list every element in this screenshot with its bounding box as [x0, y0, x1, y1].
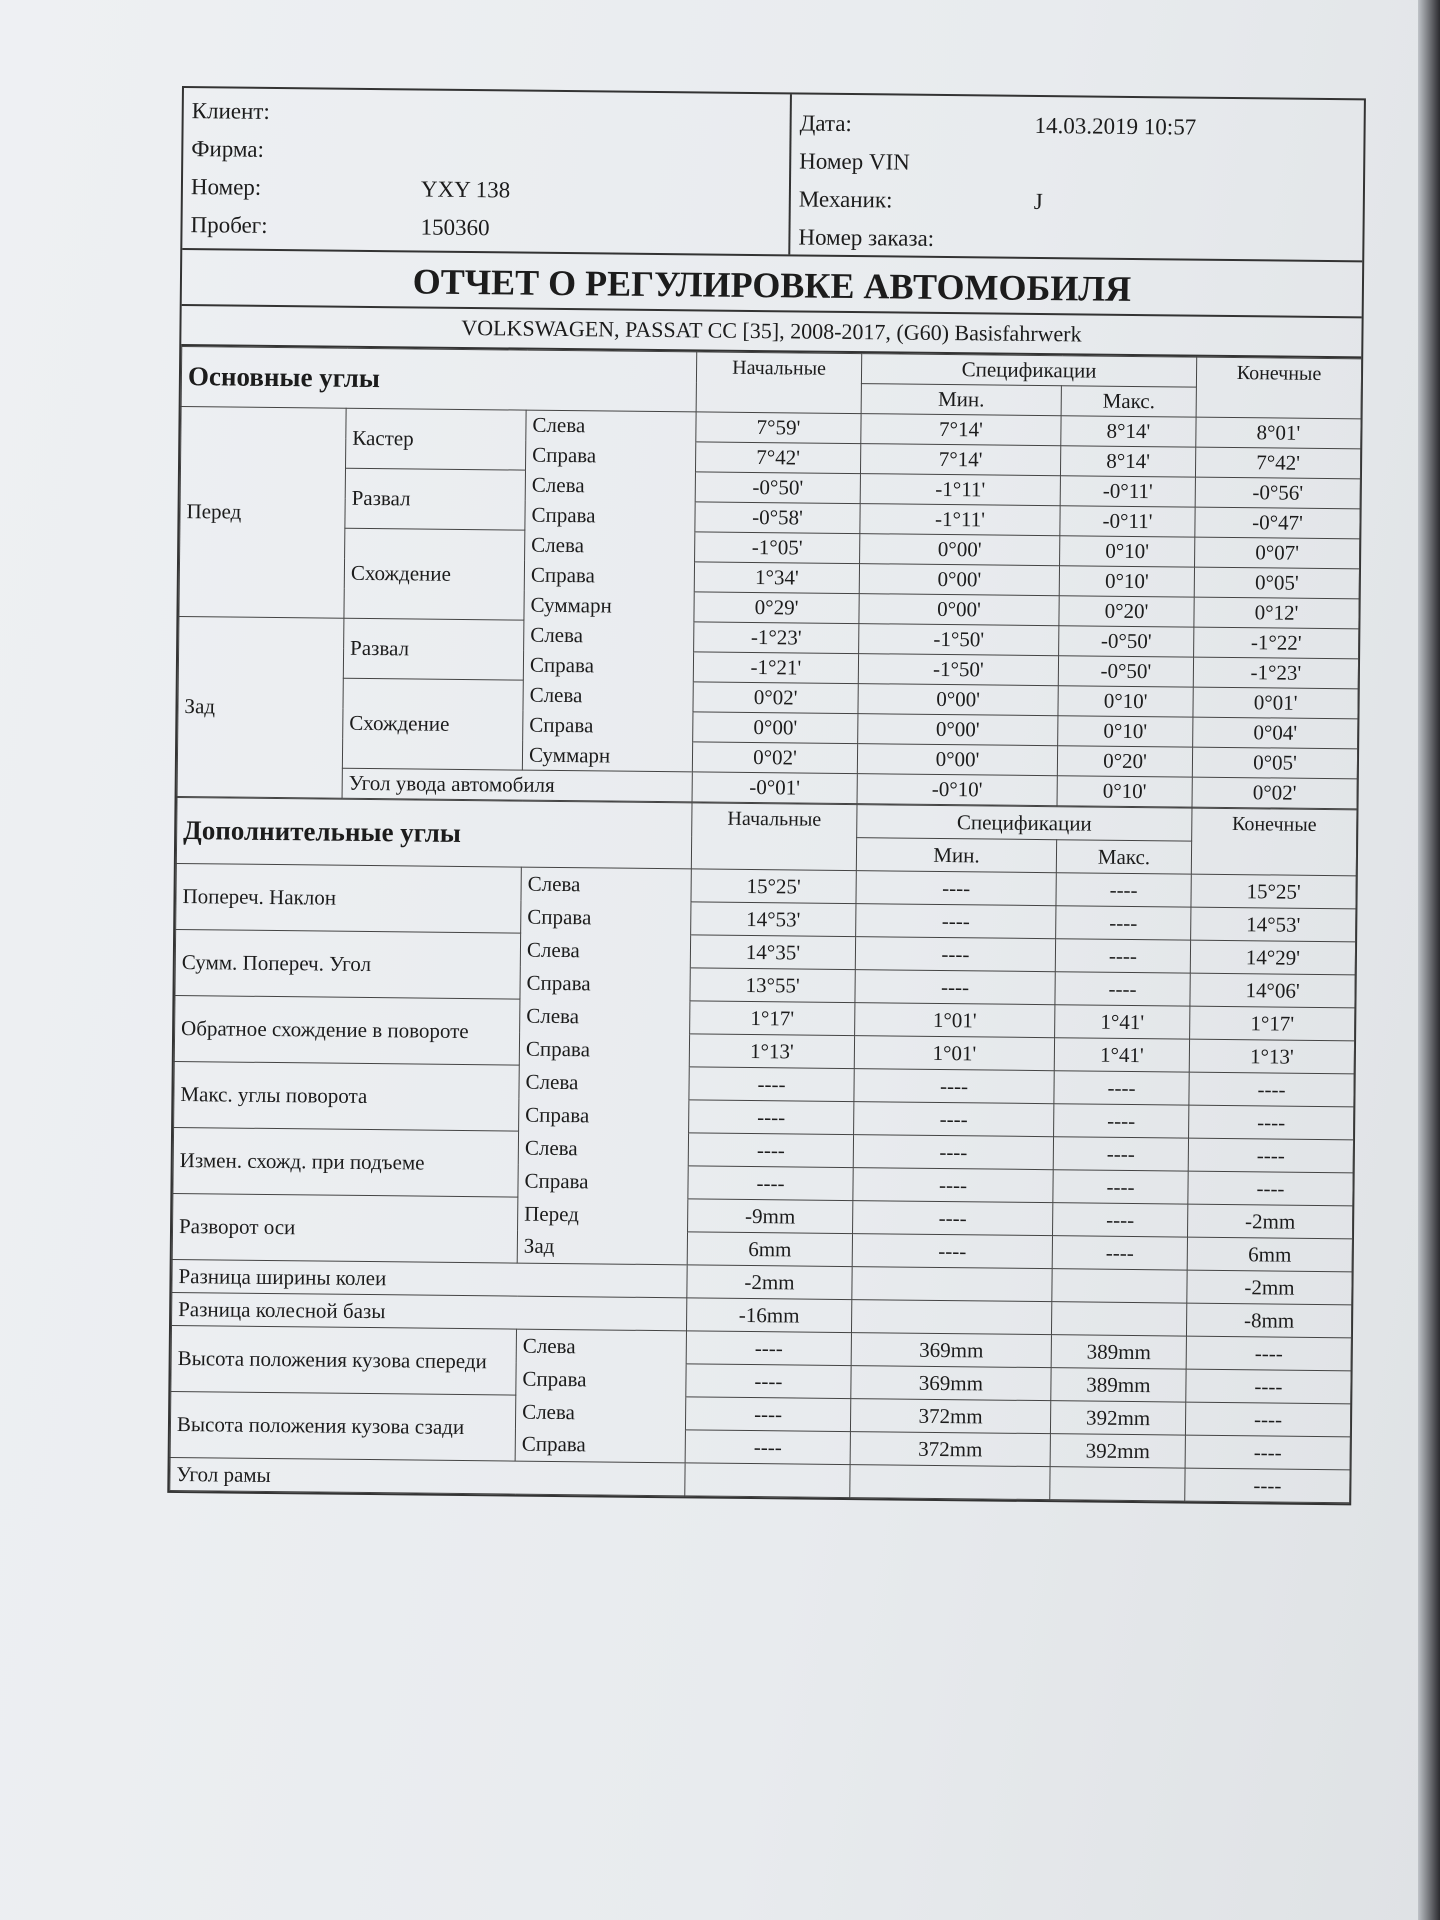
- column-final: Конечные: [1196, 357, 1362, 419]
- min-value: -1°11': [860, 504, 1060, 536]
- mileage-value: 150360: [420, 214, 490, 241]
- initial-value: -9mm: [688, 1199, 853, 1234]
- initial-value: ----: [685, 1430, 850, 1465]
- min-value: ----: [856, 871, 1056, 906]
- side-label: Справа: [523, 710, 693, 742]
- initial-value: ----: [688, 1133, 853, 1168]
- max-value: 1°41': [1054, 1038, 1189, 1072]
- min-value: 0°00': [859, 594, 1059, 626]
- min-value: -1°11': [860, 474, 1060, 506]
- max-value: ----: [1053, 1203, 1188, 1237]
- max-value: [1050, 1467, 1185, 1501]
- min-value: -1°50': [859, 624, 1059, 656]
- max-value: ----: [1055, 939, 1190, 973]
- side-label: Слева: [520, 999, 690, 1034]
- max-value: [1051, 1302, 1186, 1336]
- section-heading: Основные углы: [181, 347, 697, 412]
- column-min: Мин.: [861, 384, 1061, 416]
- final-value: 14°29': [1190, 940, 1355, 975]
- min-value: ----: [852, 1234, 1052, 1269]
- max-value: 0°10': [1058, 686, 1193, 717]
- group-name: Схождение: [342, 678, 523, 770]
- side-label: Суммарн: [524, 590, 694, 622]
- mileage-label: Пробег:: [190, 212, 268, 238]
- min-value: ----: [854, 1069, 1054, 1104]
- max-value: ----: [1052, 1236, 1187, 1270]
- group-name: Высота положения кузова спереди: [171, 1325, 517, 1395]
- side-label: Справа: [519, 1098, 689, 1133]
- min-value: 369mm: [851, 1366, 1051, 1401]
- group-name: Развал: [345, 468, 526, 530]
- final-value: 8°01': [1196, 417, 1361, 449]
- min-value: 1°01': [855, 1003, 1055, 1038]
- min-value: 7°14': [861, 414, 1061, 446]
- max-value: 1°41': [1055, 1005, 1190, 1039]
- initial-value: -2mm: [687, 1265, 852, 1300]
- initial-value: 0°29': [694, 592, 859, 624]
- side-label: Справа: [525, 500, 695, 532]
- max-value: 0°20': [1057, 746, 1192, 777]
- min-value: 372mm: [850, 1399, 1050, 1434]
- side-label: Слева: [520, 933, 690, 968]
- group-name: Угол рамы: [170, 1457, 685, 1495]
- min-value: 1°01': [854, 1036, 1054, 1071]
- group-name: Сумм. Попереч. Угол: [175, 929, 521, 999]
- final-value: 0°05': [1192, 747, 1357, 779]
- column-initial: Начальные: [691, 803, 857, 871]
- column-min: Мин.: [856, 838, 1056, 873]
- final-value: ----: [1185, 1435, 1350, 1470]
- min-value: ----: [853, 1201, 1053, 1236]
- max-value: 392mm: [1050, 1434, 1185, 1468]
- max-value: -0°50': [1059, 626, 1194, 657]
- min-value: 0°00': [860, 534, 1060, 566]
- initial-value: 13°55': [690, 968, 855, 1003]
- report-title: ОТЧЕТ О РЕГУЛИРОВКЕ АВТОМОБИЛЯ: [182, 250, 1363, 318]
- final-value: ----: [1186, 1369, 1351, 1404]
- column-initial: Начальные: [696, 352, 862, 414]
- side-label: Перед: [518, 1197, 688, 1232]
- initial-value: -16mm: [687, 1298, 852, 1333]
- min-value: [850, 1465, 1050, 1500]
- min-value: -1°50': [858, 654, 1058, 686]
- max-value: ----: [1056, 906, 1191, 940]
- side-label: Слева: [519, 1065, 689, 1100]
- side-label: Слева: [525, 530, 695, 562]
- final-value: 7°42': [1195, 447, 1360, 479]
- side-label: Суммарн: [522, 740, 692, 772]
- group-name: Высота положения кузова сзади: [170, 1391, 516, 1461]
- max-value: -0°50': [1058, 656, 1193, 687]
- side-label: Слева: [521, 867, 691, 902]
- date-label: Дата:: [799, 110, 853, 137]
- initial-value: 14°35': [690, 935, 855, 970]
- max-value: ----: [1056, 873, 1191, 907]
- max-value: 0°10': [1059, 566, 1194, 597]
- final-value: -8mm: [1186, 1303, 1351, 1338]
- side-label: Слева: [518, 1131, 688, 1166]
- initial-value: ----: [689, 1100, 854, 1135]
- mechanic-label: Механик:: [798, 186, 893, 213]
- min-value: ----: [853, 1135, 1053, 1170]
- min-value: ----: [856, 904, 1056, 939]
- min-value: 0°00': [858, 714, 1058, 746]
- max-value: -0°11': [1060, 476, 1195, 507]
- max-value: 392mm: [1050, 1401, 1185, 1435]
- initial-value: 15°25': [691, 869, 856, 904]
- initial-value: ----: [686, 1331, 851, 1366]
- min-value: ----: [853, 1168, 1053, 1203]
- date-value: 14.03.2019 10:57: [1034, 112, 1197, 140]
- main-angles-table: [177, 346, 1363, 809]
- initial-value: -0°58': [695, 502, 860, 534]
- final-value: -2mm: [1188, 1204, 1353, 1239]
- side-label: Справа: [525, 440, 695, 472]
- group-name: Разница ширины колеи: [172, 1259, 687, 1297]
- group-name: Макс. углы поворота: [174, 1061, 520, 1131]
- column-spec: Спецификации: [861, 354, 1196, 388]
- max-value: 8°14': [1060, 446, 1195, 477]
- initial-value: 1°13': [689, 1034, 854, 1069]
- min-value: [852, 1267, 1052, 1302]
- min-value: [851, 1300, 1051, 1335]
- order-label: Номер заказа:: [798, 224, 935, 251]
- max-value: 389mm: [1051, 1368, 1186, 1402]
- column-spec: Спецификации: [857, 805, 1192, 842]
- side-label: Слева: [523, 680, 693, 712]
- initial-value: ----: [689, 1067, 854, 1102]
- group-name: Схождение: [344, 528, 525, 620]
- max-value: ----: [1053, 1170, 1188, 1204]
- min-value: 0°00': [859, 564, 1059, 596]
- side-label: Справа: [519, 1032, 689, 1067]
- group-name: Кастер: [346, 408, 527, 470]
- max-value: ----: [1055, 972, 1190, 1006]
- max-value: 0°10': [1058, 716, 1193, 747]
- final-value: 0°07': [1195, 537, 1360, 569]
- initial-value: 7°59': [696, 412, 861, 444]
- final-value: -1°22': [1194, 627, 1359, 659]
- final-value: 0°12': [1194, 597, 1359, 629]
- side-label: Справа: [524, 560, 694, 592]
- initial-value: 6mm: [687, 1232, 852, 1267]
- initial-value: -0°50': [695, 472, 860, 504]
- initial-value: ----: [686, 1364, 851, 1399]
- mechanic-value: J: [1033, 188, 1043, 215]
- initial-value: -0°01': [692, 772, 857, 804]
- initial-value: -1°21': [693, 652, 858, 684]
- side-label: Зад: [517, 1230, 687, 1265]
- min-value: ----: [855, 937, 1055, 972]
- max-value: 0°10': [1060, 536, 1195, 567]
- min-value: ----: [854, 1102, 1054, 1137]
- final-value: ----: [1188, 1138, 1353, 1173]
- initial-value: [685, 1463, 850, 1498]
- number-label: Номер:: [190, 174, 262, 200]
- final-value: ----: [1188, 1171, 1353, 1206]
- group-name: Обратное схождение в повороте: [174, 995, 520, 1065]
- max-value: 8°14': [1061, 416, 1196, 447]
- side-label: Справа: [518, 1164, 688, 1199]
- max-value: ----: [1053, 1137, 1188, 1171]
- min-value: 7°14': [860, 444, 1060, 476]
- final-value: 1°13': [1189, 1039, 1354, 1074]
- final-value: ----: [1185, 1402, 1350, 1437]
- final-value: 15°25': [1191, 874, 1356, 909]
- report-header: [182, 88, 1364, 262]
- column-max: Макс.: [1061, 386, 1196, 417]
- final-value: -0°47': [1195, 507, 1360, 539]
- final-value: -0°56': [1195, 477, 1360, 509]
- group-name: Разница колесной базы: [172, 1292, 687, 1330]
- group-name: Разворот оси: [172, 1193, 518, 1263]
- final-value: ----: [1186, 1336, 1351, 1371]
- initial-value: 1°17': [690, 1001, 855, 1036]
- initial-value: 0°02': [693, 682, 858, 714]
- initial-value: ----: [688, 1166, 853, 1201]
- final-value: 6mm: [1187, 1237, 1352, 1272]
- firm-label: Фирма:: [191, 136, 265, 162]
- side-label: Справа: [523, 650, 693, 682]
- initial-value: 0°00': [693, 712, 858, 744]
- max-value: ----: [1054, 1071, 1189, 1105]
- initial-value: -1°23': [694, 622, 859, 654]
- initial-value: 0°02': [692, 742, 857, 774]
- additional-angles-table: [169, 797, 1357, 1503]
- side-label: Справа: [516, 1362, 686, 1397]
- min-value: ----: [855, 970, 1055, 1005]
- group-name: Измен. схожд. при подъеме: [173, 1127, 519, 1197]
- section-name: Зад: [177, 616, 344, 798]
- initial-value: 1°34': [694, 562, 859, 594]
- client-label: Клиент:: [191, 98, 270, 124]
- number-value: YXY 138: [420, 176, 511, 203]
- column-max: Макс.: [1056, 840, 1191, 874]
- order-info: [790, 94, 1364, 260]
- final-value: 0°02': [1192, 777, 1357, 809]
- side-label: Слева: [526, 410, 696, 442]
- vehicle-model: VOLKSWAGEN, PASSAT CC [35], 2008-2017, (G60) Basisfahrwerk: [181, 306, 1361, 358]
- paper-edge-shadow: [1418, 0, 1440, 1920]
- max-value: [1052, 1269, 1187, 1303]
- final-value: ----: [1185, 1468, 1350, 1503]
- side-label: Справа: [520, 966, 690, 1001]
- max-value: -0°11': [1060, 506, 1195, 537]
- min-value: -0°10': [857, 774, 1057, 806]
- final-value: 1°17': [1190, 1006, 1355, 1041]
- section-name: Перед: [179, 407, 346, 619]
- side-label: Слева: [516, 1329, 686, 1364]
- final-value: -2mm: [1187, 1270, 1352, 1305]
- min-value: 369mm: [851, 1333, 1051, 1368]
- min-value: 372mm: [850, 1432, 1050, 1467]
- group-name: Развал: [343, 618, 524, 680]
- final-value: 0°05': [1194, 567, 1359, 599]
- min-value: 0°00': [858, 684, 1058, 716]
- final-value: ----: [1189, 1072, 1354, 1107]
- final-value: ----: [1189, 1105, 1354, 1140]
- initial-value: 7°42': [696, 442, 861, 474]
- side-label: Слева: [515, 1395, 685, 1430]
- min-value: 0°00': [857, 744, 1057, 776]
- client-info: [182, 88, 792, 254]
- initial-value: 14°53': [691, 902, 856, 937]
- group-name: Попереч. Наклон: [176, 863, 522, 933]
- side-label: Справа: [521, 900, 691, 935]
- max-value: 389mm: [1051, 1335, 1186, 1369]
- alignment-report: [167, 86, 1366, 1505]
- side-label: Слева: [525, 470, 695, 502]
- side-label: Слева: [524, 620, 694, 652]
- section-heading: Дополнительные углы: [176, 797, 692, 868]
- final-value: 0°01': [1193, 687, 1358, 719]
- final-value: 14°53': [1191, 907, 1356, 942]
- max-value: 0°20': [1059, 596, 1194, 627]
- max-value: ----: [1054, 1104, 1189, 1138]
- column-final: Конечные: [1191, 808, 1357, 876]
- initial-value: -1°05': [695, 532, 860, 564]
- side-label: Справа: [515, 1428, 685, 1463]
- final-value: 0°04': [1193, 717, 1358, 749]
- max-value: 0°10': [1057, 776, 1192, 807]
- final-value: 14°06': [1190, 973, 1355, 1008]
- vin-label: Номер VIN: [799, 148, 910, 175]
- initial-value: ----: [685, 1397, 850, 1432]
- group-name: Угол увода автомобиля: [342, 768, 692, 802]
- final-value: -1°23': [1193, 657, 1358, 689]
